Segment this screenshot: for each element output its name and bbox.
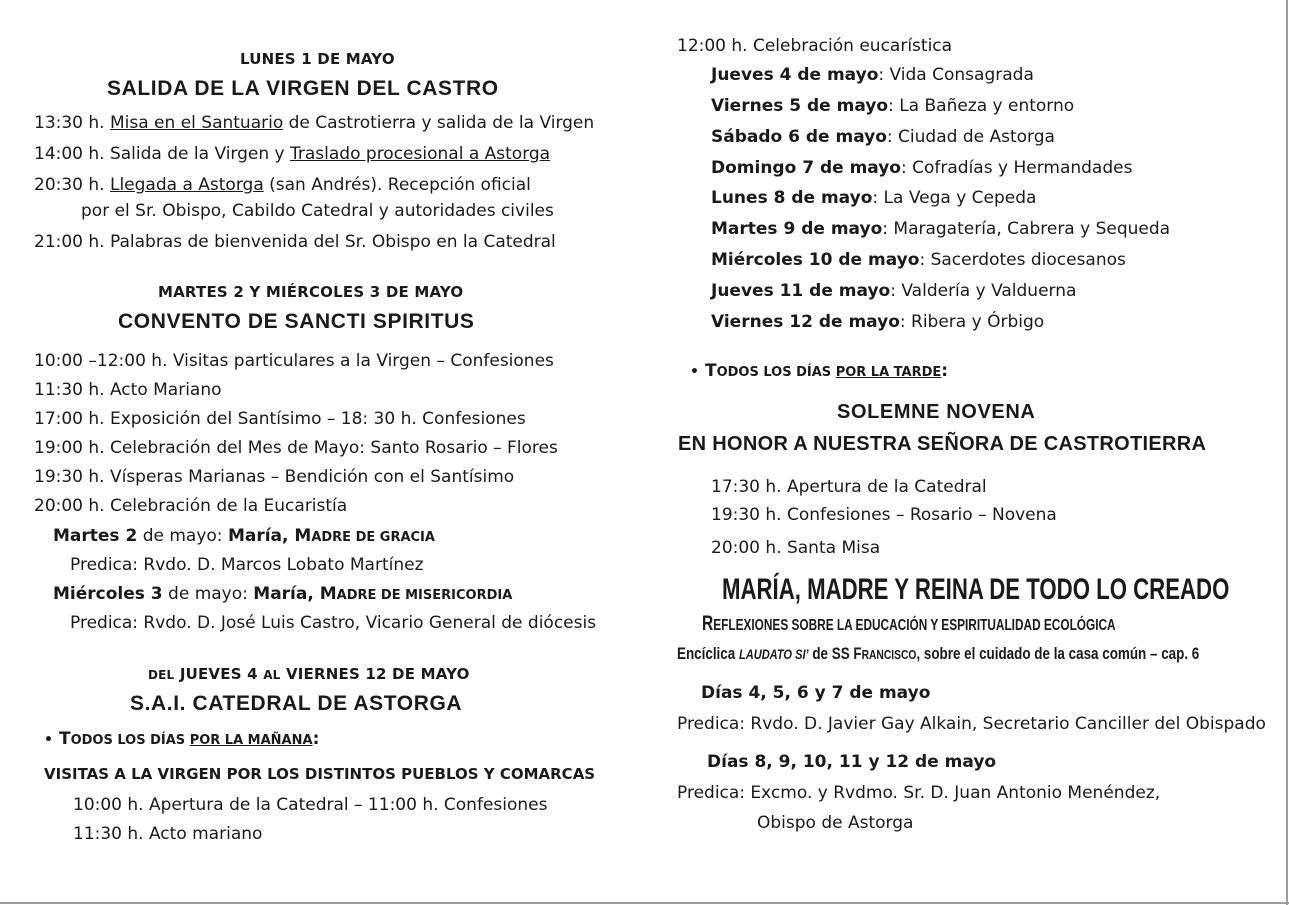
day-line: Sábado 6 de mayo: Ciudad de Astorga: [711, 127, 1055, 147]
schedule-line: 20:00 h. Celebración de la Eucaristía: [34, 496, 348, 516]
mass-day-line: Miércoles 3 de mayo: María, MADRE DE MISERICORDIA: [53, 584, 513, 604]
schedule-line: 10:00 –12:00 h. Visitas particulares a la Virgen – Confesiones: [34, 351, 554, 371]
day-line: Viernes 5 de mayo: La Bañeza y entorno: [711, 96, 1075, 116]
schedule-line: 19:30 h. Confesiones – Rosario – Novena: [711, 505, 1057, 525]
page-border-right: [1286, 0, 1288, 905]
visits-heading: VISITAS A LA VIRGEN POR LOS DISTINTOS PUEBLOS Y COMARCAS: [44, 765, 596, 783]
encyclical-line: Encíclica LAUDATO SI’ de SS FRANCISCO, sobre el cuidado de la casa común – cap. 6: [677, 644, 1200, 663]
mass-day-line: Martes 2 de mayo: María, MADRE DE GRACIA: [53, 526, 435, 546]
section-title-2: CONVENTO DE SANCTI SPIRITUS: [118, 310, 475, 333]
underlined-text: Misa en el Santuario: [109, 113, 284, 133]
schedule-line: 11:30 h. Acto mariano: [73, 824, 263, 844]
day-line: Miércoles 10 de mayo: Sacerdotes diocesanos: [711, 250, 1126, 270]
novena-theme: MARÍA, MADRE Y REINA DE TODO LO CREADO: [722, 573, 1230, 606]
bullet-icon: •: [690, 364, 699, 380]
day-line: Jueves 11 de mayo: Valdería y Valduerna: [711, 281, 1077, 301]
schedule-line: 12:00 h. Celebración eucarística: [677, 36, 953, 56]
preacher-line: Obispo de Astorga: [757, 813, 914, 833]
morning-heading: • TODOS LOS DÍAS POR LA MAÑANA:: [44, 729, 320, 749]
underlined-text: POR LA TARDE: [835, 365, 942, 380]
group-days: Días 8, 9, 10, 11 y 12 de mayo: [707, 752, 997, 772]
underlined-text: Traslado procesional a Astorga: [290, 144, 551, 164]
schedule-line: por el Sr. Obispo, Cabildo Catedral y autoridades civiles: [81, 201, 554, 221]
bullet-icon: •: [44, 732, 53, 748]
preacher-line: Predica: Rvdo. D. José Luis Castro, Vicario General de diócesis: [70, 613, 597, 633]
schedule-line: 20:00 h. Santa Misa: [711, 538, 881, 558]
group-days: Días 4, 5, 6 y 7 de mayo: [701, 683, 931, 703]
section-title-1: SALIDA DE LA VIRGEN DEL CASTRO: [107, 77, 499, 100]
section-date-2: MARTES 2 Y MIÉRCOLES 3 DE MAYO: [158, 283, 464, 301]
day-line: Domingo 7 de mayo: Cofradías y Hermandades: [711, 158, 1133, 178]
novena-title: SOLEMNE NOVENA: [837, 401, 1036, 423]
preacher-line: Predica: Rvdo. D. Marcos Lobato Martínez: [70, 555, 424, 575]
section-date-3: DEL JUEVES 4 AL VIERNES 12 DE MAYO: [148, 665, 470, 683]
underlined-text: POR LA MAÑANA: [189, 733, 313, 748]
schedule-line: 21:00 h. Palabras de bienvenida del Sr. Obispo en la Catedral: [34, 232, 556, 252]
page-border-bottom: [0, 902, 1289, 904]
schedule-line: 20:30 h. Llegada a Astorga (san Andrés). Recepción oficial: [34, 175, 531, 195]
schedule-line: 17:30 h. Apertura de la Catedral: [711, 477, 987, 497]
schedule-line: 14:00 h. Salida de la Virgen y Traslado procesional a Astorga: [34, 144, 551, 164]
schedule-line: 10:00 h. Apertura de la Catedral – 11:00 h. Confesiones: [73, 795, 548, 815]
schedule-line: 19:00 h. Celebración del Mes de Mayo: Santo Rosario – Flores: [34, 438, 558, 458]
section-date-1: LUNES 1 DE MAYO: [240, 50, 395, 68]
schedule-line: 19:30 h. Vísperas Marianas – Bendición con el Santísimo: [34, 467, 515, 487]
afternoon-heading: • TODOS LOS DÍAS POR LA TARDE:: [690, 361, 949, 381]
preacher-line: Predica: Excmo. y Rvdmo. Sr. D. Juan Antonio Menéndez,: [677, 783, 1161, 803]
underlined-text: Llegada a Astorga: [109, 175, 264, 195]
section-title-3: S.A.I. CATEDRAL DE ASTORGA: [130, 692, 463, 715]
schedule-line: 17:00 h. Exposición del Santísimo – 18: 30 h. Confesiones: [34, 409, 526, 429]
novena-subtitle: EN HONOR A NUESTRA SEÑORA DE CASTROTIERRA: [678, 433, 1207, 455]
day-line: Martes 9 de mayo: Maragatería, Cabrera y Sequeda: [711, 219, 1171, 239]
day-line: Jueves 4 de mayo: Vida Consagrada: [711, 65, 1034, 85]
schedule-line: 11:30 h. Acto Mariano: [34, 380, 222, 400]
schedule-line: 13:30 h. Misa en el Santuario de Castrotierra y salida de la Virgen: [34, 113, 595, 133]
day-line: Viernes 12 de mayo: Ribera y Órbigo: [711, 312, 1045, 332]
day-line: Lunes 8 de mayo: La Vega y Cepeda: [711, 188, 1037, 208]
reflections-line: REFLEXIONES SOBRE LA EDUCACIÓN Y ESPIRITUALIDAD ECOLÓGICA: [702, 612, 1116, 635]
preacher-line: Predica: Rvdo. D. Javier Gay Alkain, Secretario Canciller del Obispado: [677, 714, 1266, 734]
